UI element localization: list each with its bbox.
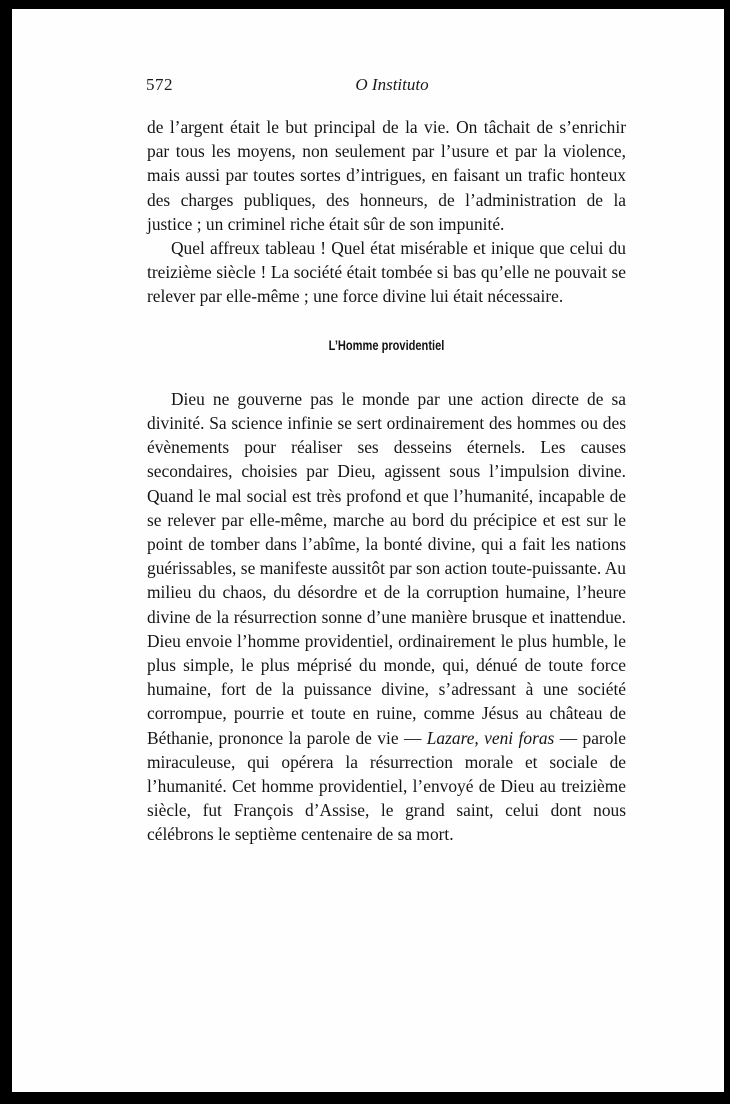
paragraph-text: — parole miraculeuse, qui opérera la résurrection morale et sociale de l’humanité. Cet homme providentiel, l’envoyé de Dieu au treizième siècle, fut François d’Assise, le grand saint, celui dont nous célébrons le septième centenaire de sa mort. [147,727,626,845]
section-heading: L’Homme providentiel [328,337,445,353]
paragraph-text: Dieu ne gouverne pas le monde par une action directe de sa divinité. Sa science infinie se sert ordinairement des hommes ou des évènements pour réaliser ses desseins éternels. Les causes secondaires, choisies par Dieu, agissent sous l’impulsion divine. Quand le mal social est très profond et que l’humanité, incapable de se relever par elle-même, marche au bord du précipice et est sur le point de tomber dans l’abîme, la bonté divine, qui a fait les nations guérissables, se manifeste aussitôt par son action toute-puissante. Au milieu du chaos, du désordre et de la corruption humaine, l’heure divine de la résurrection sonne d’une manière brusque et inattendue. Dieu envoie l’homme providentiel, ordinairement le plus humble, le plus simple, le plus méprisé du monde, qui, dénué de toute force humaine, fort de la puissance divine, s’adressant à une société corrompue, pourrie et toute en ruine, comme Jésus au château de Béthanie, prononce la parole de vie — [147,388,626,748]
paragraph [147,387,626,847]
page-header [146,75,638,103]
page-number: 572 [146,75,173,94]
running-title: O Instituto [355,75,429,94]
body-text [147,115,626,847]
paragraph-continuation: de l’argent était le but principal de la vie. On tâchait de s’enrichir par tous les moyens, non seulement par l’usure et par la violence, mais aussi par toutes sortes d’intrigues, en faisant un trafic honteux des charges publiques, des honneurs, de l’administration de la justice ; un criminel riche était sûr de son impunité. [147,117,626,234]
latin-quote: Lazare, veni foras [426,727,555,748]
paragraph: Quel affreux tableau ! Quel état misérable et inique que celui du treizième siècle ! La société était tombée si bas qu’elle ne pouvait se relever par elle-même ; une force divine lui était nécessaire. [147,238,626,307]
book-page [12,9,724,1092]
